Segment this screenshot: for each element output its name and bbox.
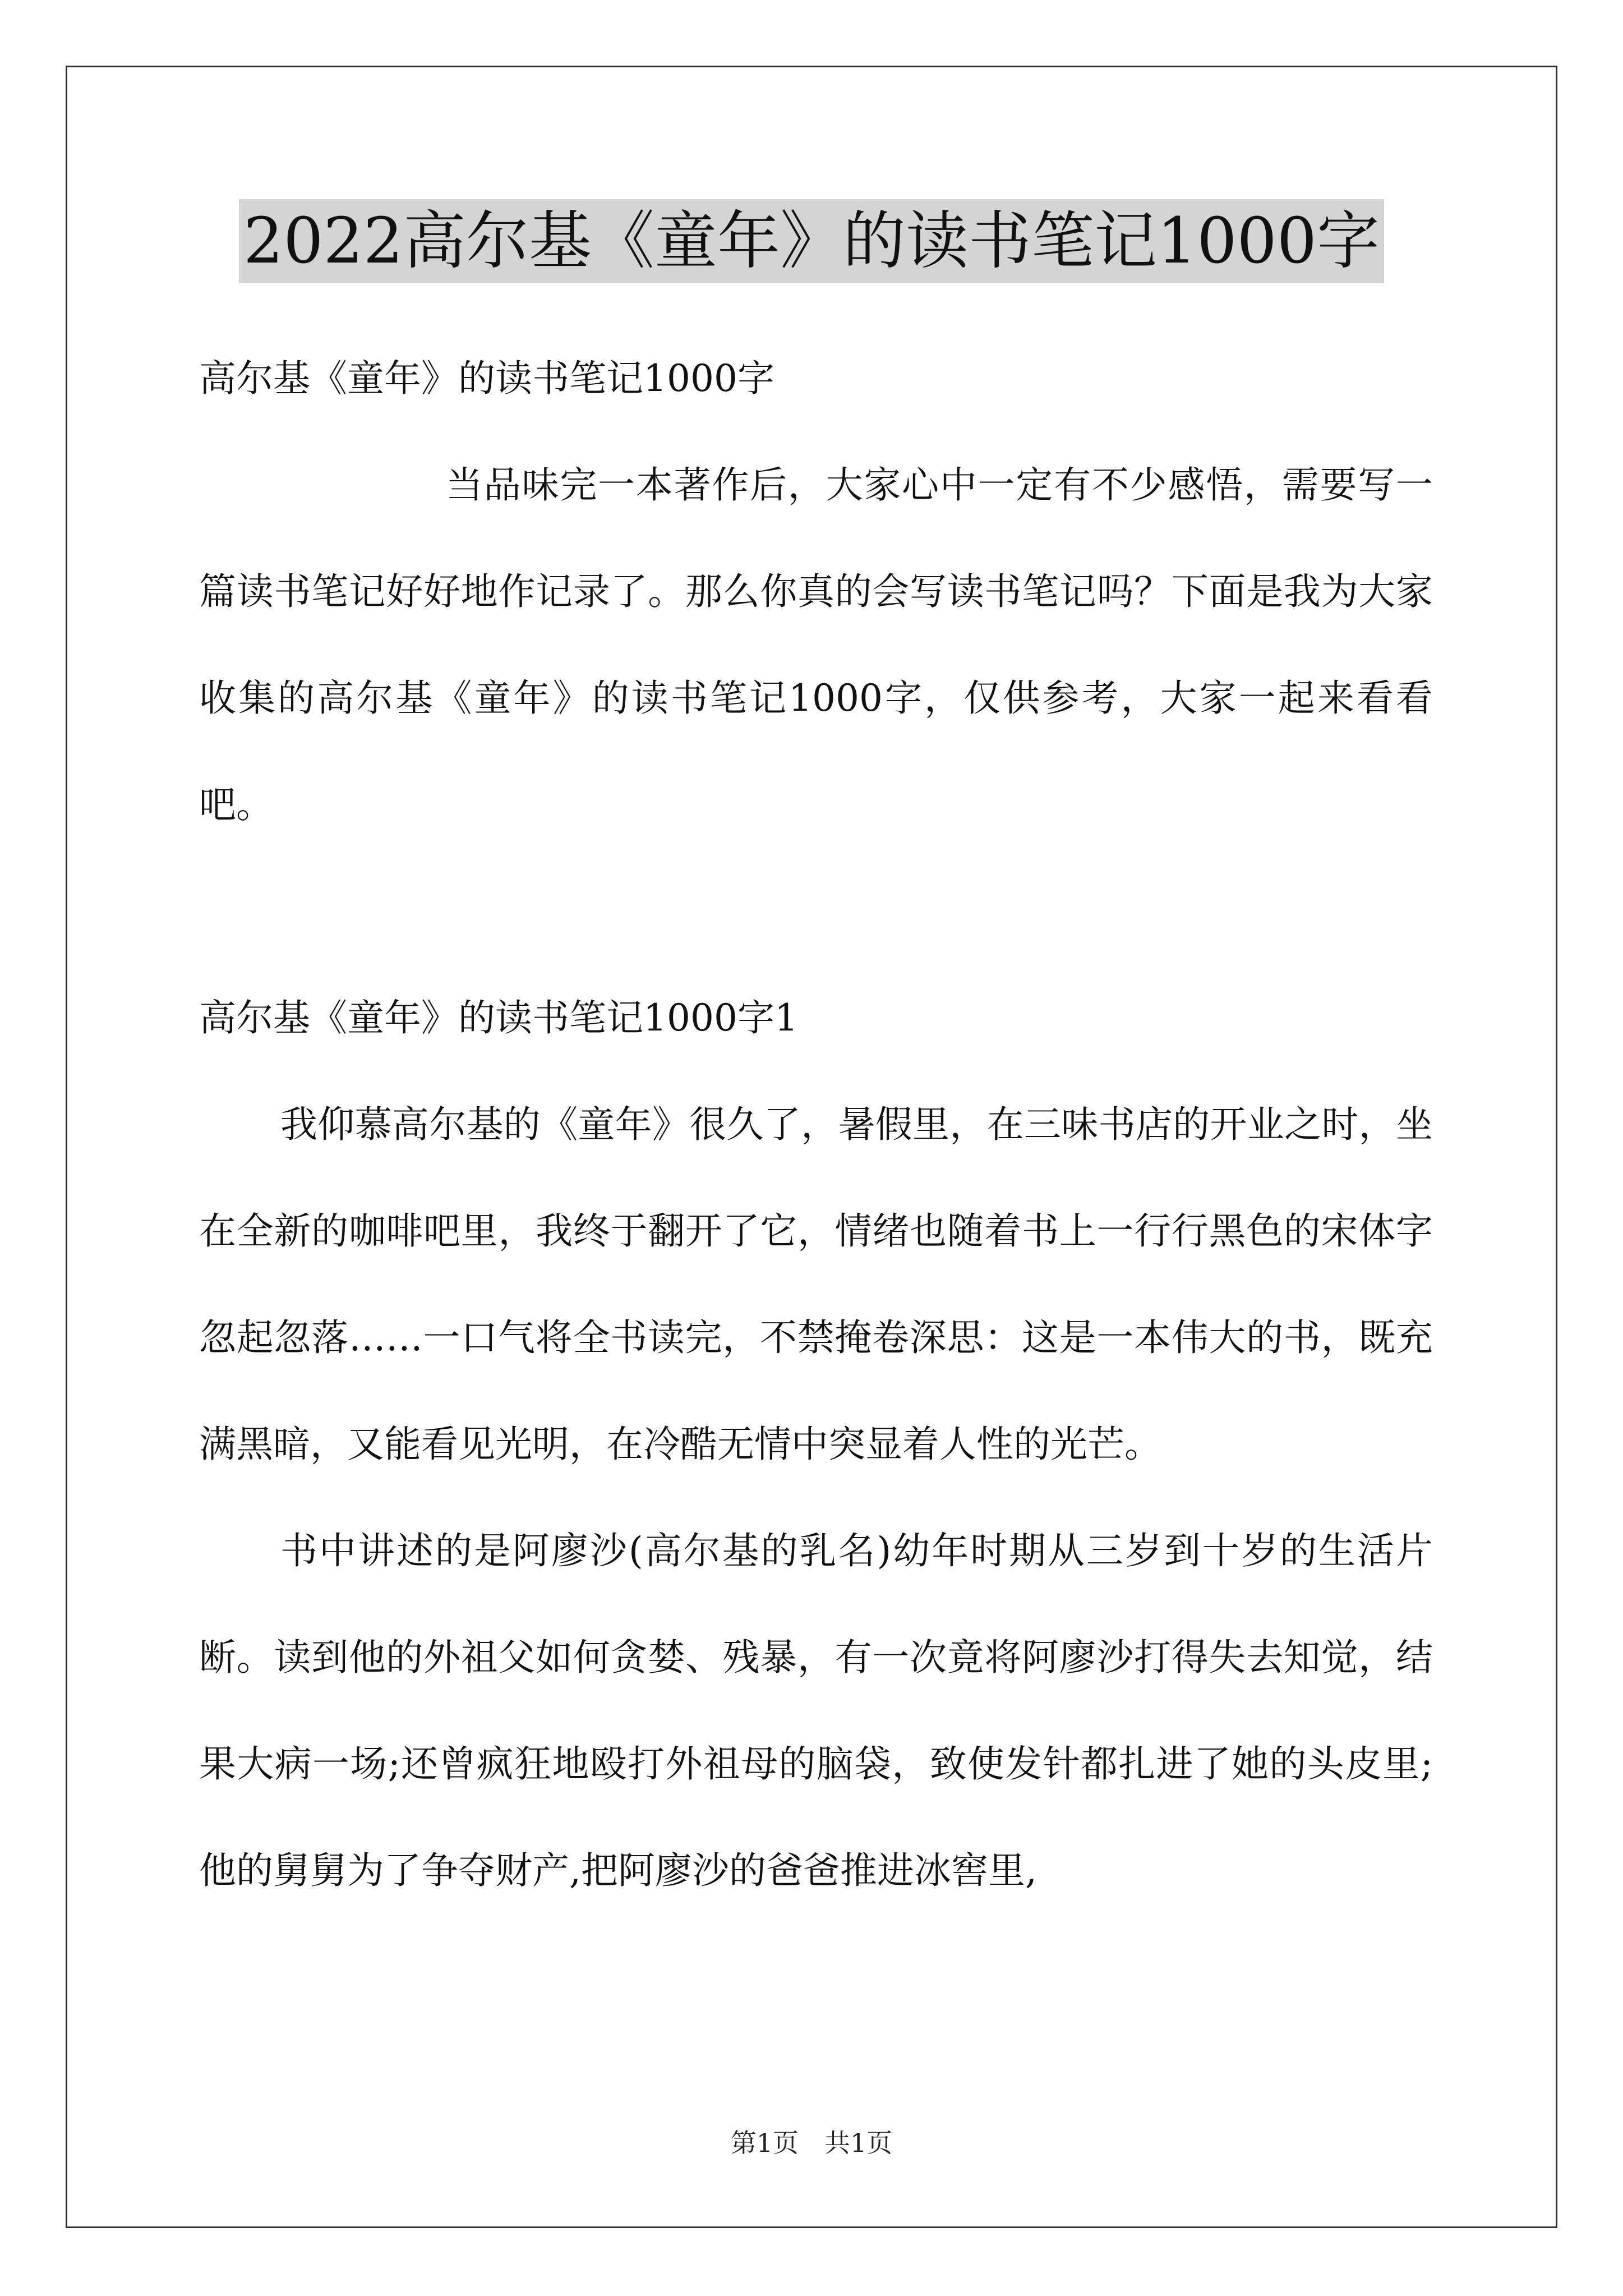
body-paragraph: 我仰慕高尔基的《童年》很久了，暑假里，在三味书店的开业之时，坐在全新的咖啡吧里，我终于翻开了它，情绪也随着书上一行行黑色的宋体字忽起忽落……一口气将全书读完，不禁掩卷深思：这是一本伟大的书，既充满黑暗，又能看见光明，在冷酷无情中突显着人性的光芒。 [199, 1103, 1433, 1466]
title-container [0, 199, 1623, 283]
intro-paragraph: 当品味完一本著作后，大家心中一定有不少感悟，需要写一篇读书笔记好好地作记录了。那么你真的会写读书笔记吗？下面是我为大家收集的高尔基《童年》的读书笔记1000字，仅供参考，大家一起来看看吧。 [199, 463, 1433, 826]
document-body [199, 325, 1433, 1924]
spacer [199, 858, 1433, 965]
document-title: 2022高尔基《童年》的读书笔记1000字 [239, 199, 1384, 283]
body-paragraph: 书中讲述的是阿廖沙(高尔基的乳名)幼年时期从三岁到十岁的生活片断。读到他的外祖父如何贪婪、残暴，有一次竟将阿廖沙打得失去知觉，结果大病一场;还曾疯狂地殴打外祖母的脑袋，致使发针都扎进了她的头皮里;他的舅舅为了争夺财产,把阿廖沙的爸爸推进冰窖里, [199, 1529, 1433, 1892]
section-heading: 高尔基《童年》的读书笔记1000字1 [199, 996, 798, 1039]
page-footer: 第1页 共1页 [730, 2128, 893, 2158]
document-subtitle: 高尔基《童年》的读书笔记1000字 [199, 357, 774, 400]
